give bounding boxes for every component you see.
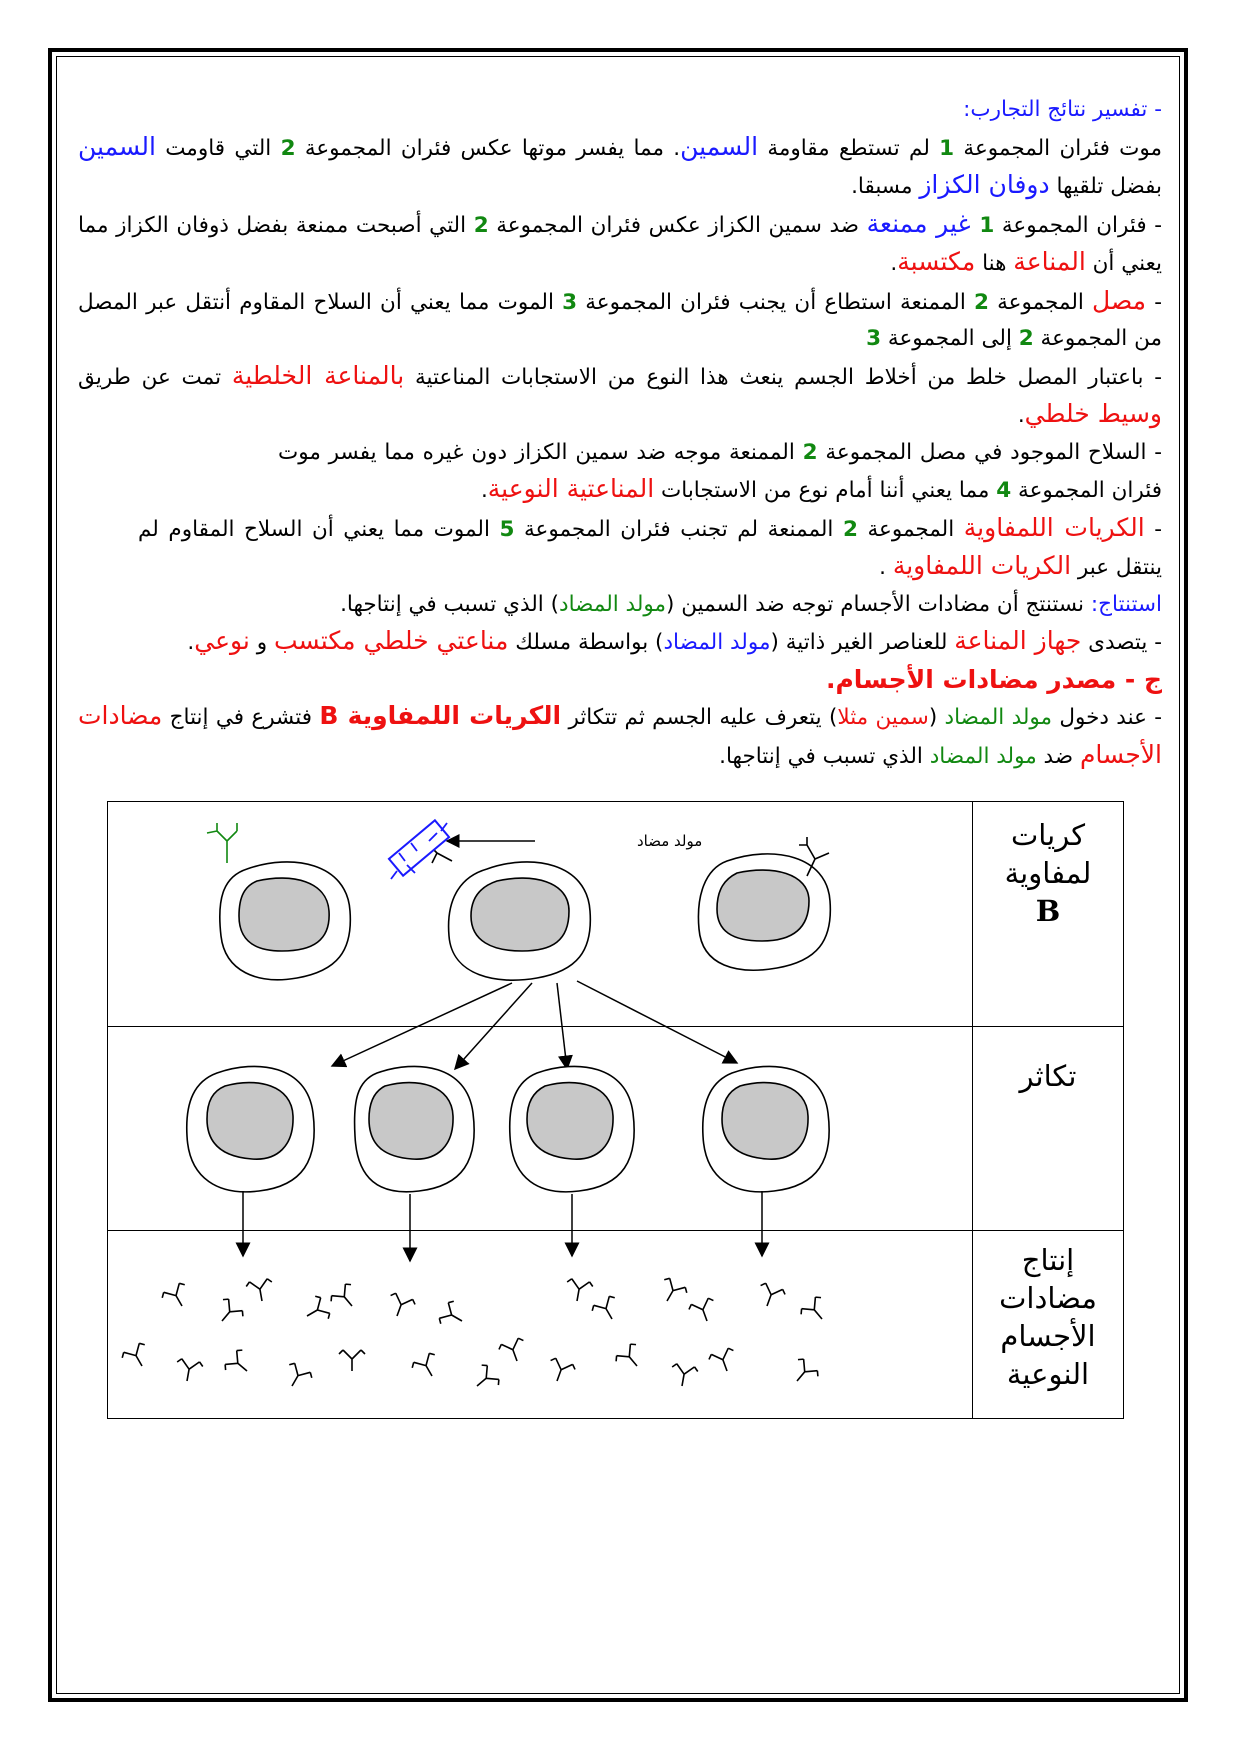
antibodies-cluster	[120, 1276, 832, 1396]
lymphocyte-clone-cell	[510, 1066, 634, 1191]
paragraph-conclusion: استنتاج: نستنتج أن مضادات الأجسام توجه ضد السمين (مولد المضاد) الذي تسبب في إنتاجها.	[340, 591, 1162, 617]
paragraph-specific-response: - السلاح الموجود في مصل المجموعة 2 الممنعة موجه ضد سمين الكزاز دون غيره مما يفسر موت فئران المجموعة 4 مما يعني أننا أمام نوع من الاستجابات المناعتية النوعية.	[278, 439, 1162, 503]
lymphocyte-clone-cell	[355, 1066, 475, 1191]
document-body	[78, 92, 1162, 775]
lymphocyte-clone-cell	[187, 1066, 314, 1191]
antigen-icon	[389, 820, 449, 879]
paragraph-group1-death: موت فئران المجموعة 1 لم تستطع مقاومة السمين. مما يفسر موتها عكس فئران المجموعة 2 التي قاومت السمين بفضل تلقيها دوفان الكزاز مسبقا.	[78, 131, 1163, 199]
paragraph-humoral-immunity: - باعتبار المصل خلط من أخلاط الجسم ينعث هذا النوع من الاستجابات المناعتية بالمناعة الخلطية تمت عن طريق وسيط خلطي.	[78, 360, 1162, 428]
lymphocyte-clone-cell	[703, 1066, 829, 1191]
row-label-antibody-production	[973, 1231, 1124, 1419]
label-line: كريات	[1010, 818, 1085, 852]
row-label-proliferation	[973, 1027, 1124, 1231]
paragraph-antibody-production: - عند دخول مولد المضاد (سمين مثلا) يتعرف عليه الجسم ثم تتكاثر الكريات اللمفاوية B فتشرع في إنتاج مضادات الأجسام ضد مولد المضاد الذي تسبب في إنتاجها.	[78, 701, 1162, 769]
label-line: النوعية	[1006, 1357, 1090, 1391]
label-line: تكاثر	[1019, 1059, 1077, 1093]
row-label-lymphocytes-b	[973, 802, 1124, 1027]
label-line: لمفاوية	[1004, 856, 1092, 890]
section-heading-antibody-source: ج - مصدر مضادات الأجسام.	[825, 664, 1162, 694]
label-line: الأجسام	[1000, 1319, 1096, 1353]
b-lymphocyte-cell	[698, 837, 830, 970]
lymphocyte-diagram	[107, 801, 967, 1418]
paragraph-lymphocytes: - الكريات اللمفاوية المجموعة 2 الممنعة لم تجنب فئران المجموعة 5 الموت مما يعني أن السلاح المقاوم لم ينتقل عبر الكريات اللمفاوية .	[138, 512, 1163, 580]
label-line: إنتاج مضادات	[999, 1243, 1097, 1315]
b-lymphocyte-cell	[207, 823, 350, 980]
label-line: B	[1035, 894, 1061, 928]
antigen-label: مولد مضاد	[637, 832, 703, 850]
section-heading-interpretation: - تفسير نتائج التجارب:	[963, 97, 1162, 122]
paragraph-serum-transfer: - مصل المجموعة 2 الممنعة استطاع أن يجنب فئران المجموعة 3 الموت مما يعني أن السلاح المقاوم أنتقل عبر المصل من المجموعة 2 إلى المجموعة 3	[78, 285, 1163, 351]
paragraph-immune-system: - يتصدى جهاز المناعة للعناصر الغير ذاتية (مولد المضاد) بواسطة مسلك مناعتي خلطي مكتسب و نوعي.	[187, 626, 1162, 655]
activated-b-lymphocyte-cell	[389, 820, 702, 980]
paragraph-acquired-immunity: - فئران المجموعة 1 غير ممنعة ضد سمين الكزاز عكس فئران المجموعة 2 التي أصبحت ممنعة بفضل ذوفان الكزاز مما يعني أن المناعة هنا مكتسبة.	[78, 208, 1162, 276]
